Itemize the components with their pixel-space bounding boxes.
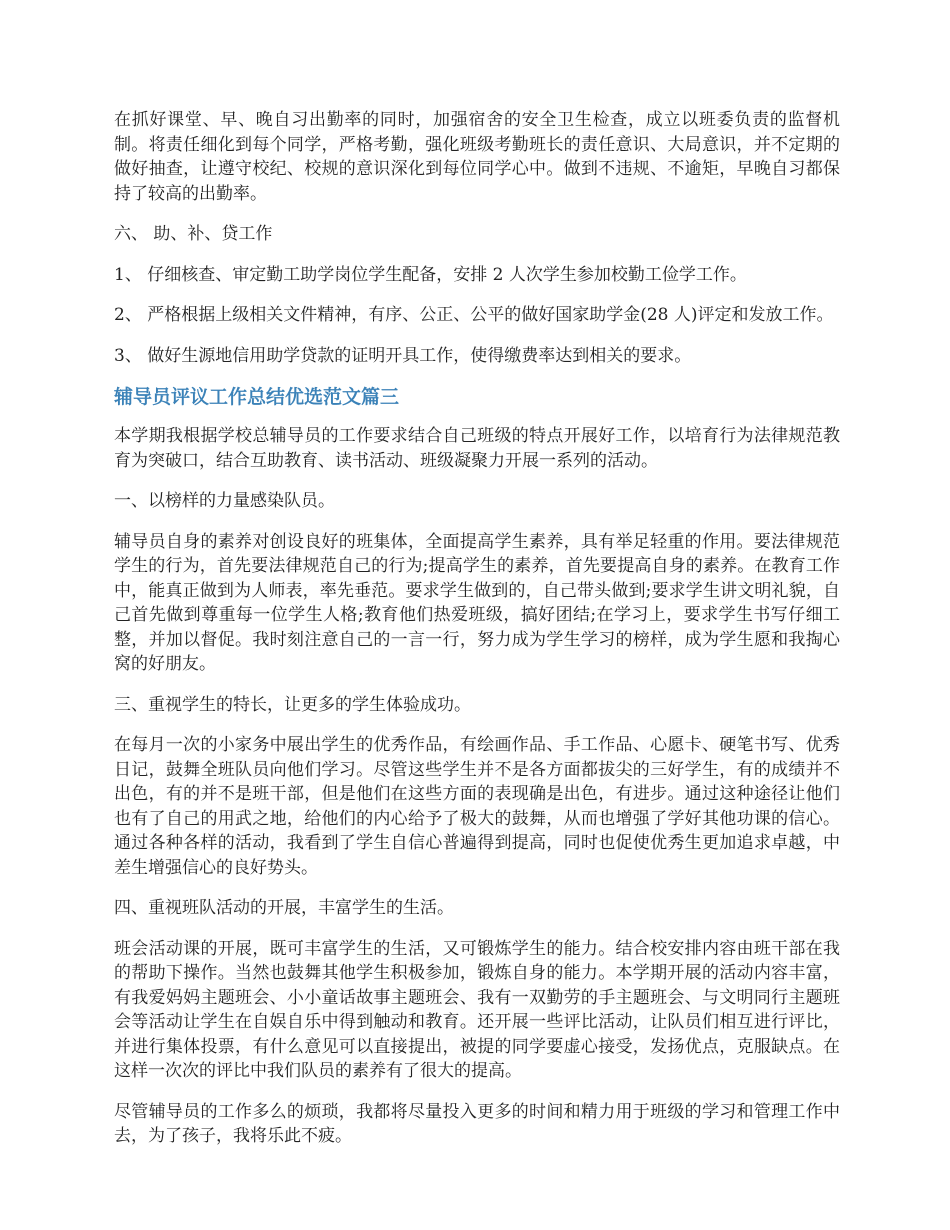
section-item-heading: 一、以榜样的力量感染队员。 [114, 491, 335, 511]
list-item: 2、 严格根据上级相关文件精神，有序、公正、公平的做好国家助学金(28 人)评定和发放工作。 [114, 305, 834, 325]
paragraph: 班会活动课的开展，既可丰富学生的生活，又可锻炼学生的能力。结合校安排内容由班干部在我的帮助下操作。当然也鼓舞其他学生积极参加，锻炼自身的能力。本学期开展的活动内容丰富，有我爱妈妈主题班会、小小童话故事主题班会、我有一双勤劳的手主题班会、与文明同行主题班会等活动让学生在自娱自乐中得到触动和教育。还开展一些评比活动，让队员们相互进行评比，并进行集体投票，有什么意见可以直接提出，被提的同学要虚心接受，发扬优点，克服缺点。在这样一次次的评比中我们队员的素养有了很大的提高。 [114, 938, 840, 1081]
section-title: 辅导员评议工作总结优选范文篇三 [114, 386, 400, 408]
list-item: 3、 做好生源地信用助学贷款的证明开具工作，使得缴费率达到相关的要求。 [114, 345, 692, 366]
paragraph: 在每月一次的小家务中展出学生的优秀作品，有绘画作品、手工作品、心愿卡、硬笔书写、优秀日记，鼓舞全班队员向他们学习。尽管这些学生并不是各方面都拔尖的三好学生，有的成绩并不出色，有的并不是班干部，但是他们在这些方面的表现确是出色，有进步。通过这种途径让他们也有了自己的用武之地，给他们的内心给予了极大的鼓舞，从而也增强了学好其他功课的信心。通过各种各样的活动，我看到了学生自信心普遍得到提高，同时也促使优秀生更加追求卓越，中差生增强信心的良好势头。 [114, 735, 840, 878]
section-item-heading: 三、重视学生的特长，让更多的学生体验成功。 [114, 694, 471, 715]
paragraph: 尽管辅导员的工作多么的烦琐，我都将尽量投入更多的时间和精力用于班级的学习和管理工作中去，为了孩子，我将乐此不疲。 [114, 1101, 840, 1146]
document-page [114, 108, 840, 1165]
list-item: 1、 仔细核查、审定勤工助学岗位学生配备，安排 2 人次学生参加校勤工俭学工作。 [114, 264, 747, 285]
section-item-heading: 四、重视班队活动的开展，丰富学生的生活。 [114, 898, 454, 918]
paragraph: 在抓好课堂、早、晚自习出勤率的同时，加强宿舍的安全卫生检查，成立以班委负责的监督机制。将责任细化到每个同学，严格考勤，强化班级考勤班长的责任意识、大局意识，并不定期的做好抽查，让遵守校纪、校规的意识深化到每位同学心中。做到不违规、不逾矩，早晚自习都保持了较高的出勤率。 [114, 110, 840, 204]
section-item-heading: 六、 助、补、贷工作 [114, 224, 273, 244]
paragraph: 辅导员自身的素养对创设良好的班集体，全面提高学生素养，具有举足轻重的作用。要法律规范学生的行为，首先要法律规范自己的行为;提高学生的素养，首先要提高自身的素养。在教育工作中，能真正做到为人师表，率先垂范。要求学生做到的，自己带头做到;要求学生讲文明礼貌，自己首先做到尊重每一位学生人格;教育他们热爱班级，搞好团结;在学习上，要求学生书写仔细工整，并加以督促。我时刻注意自己的一言一行，努力成为学生学习的榜样，成为学生愿和我掏心窝的好朋友。 [114, 531, 840, 674]
paragraph: 本学期我根据学校总辅导员的工作要求结合自己班级的特点开展好工作，以培育行为法律规范教育为突破口，结合互助教育、读书活动、班级凝聚力开展一系列的活动。 [114, 426, 840, 471]
